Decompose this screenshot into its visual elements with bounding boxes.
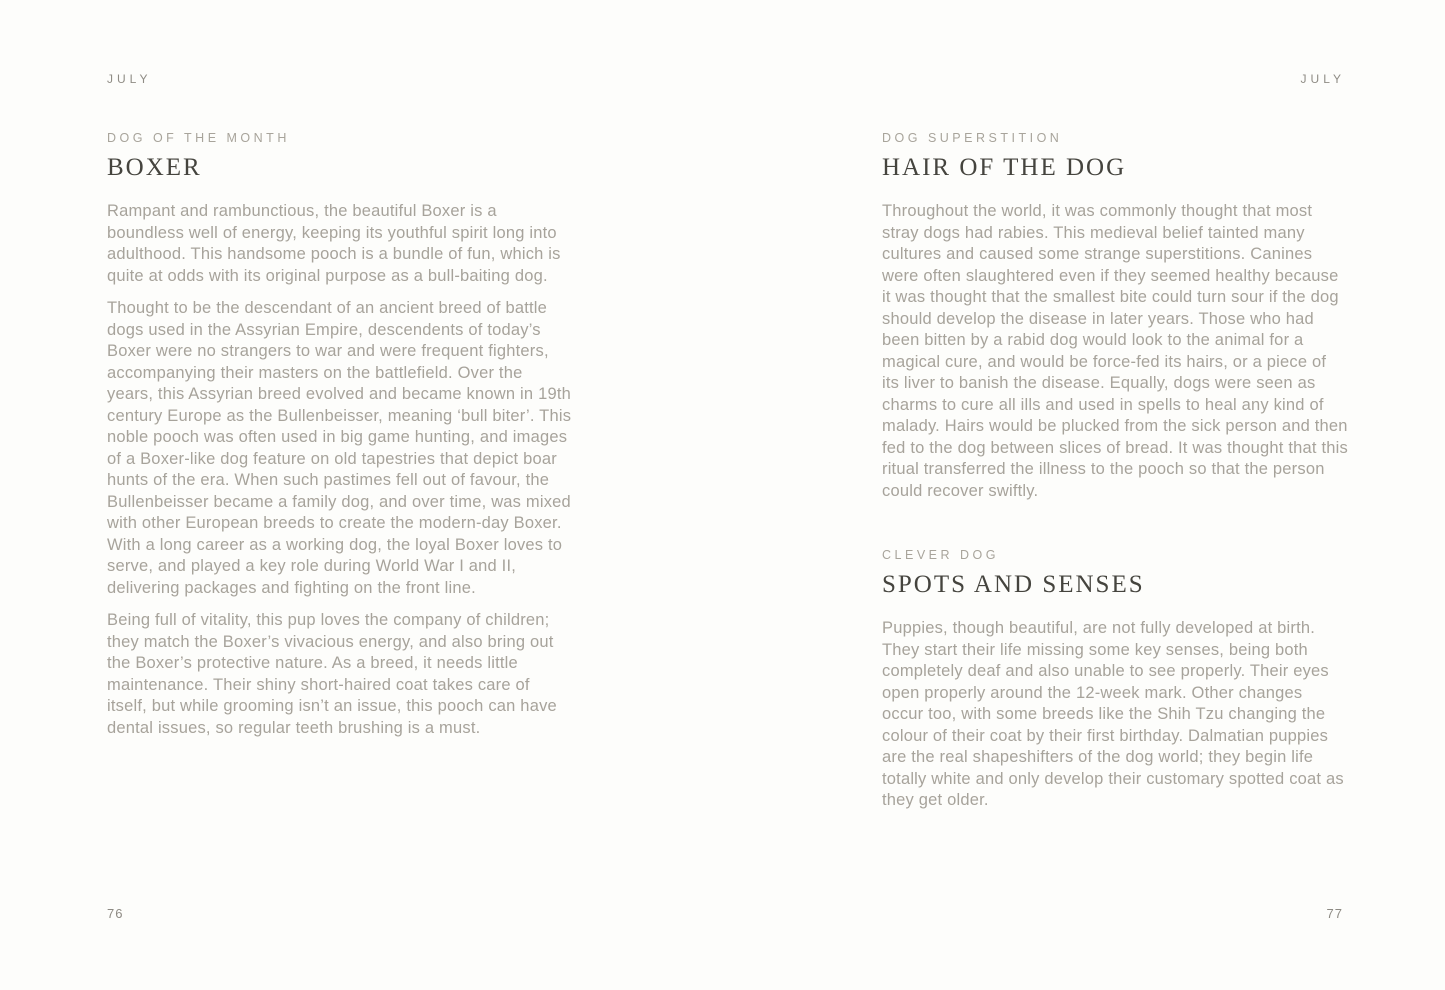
paragraph: Throughout the world, it was commonly thought that most stray dogs had rabies. This medieval belief tainted many cultures and caused some strange superstitions. Canines were often slaughtered even if they seemed healthy because it was thought that the smallest bite could turn sour if the dog should develop the disease in later years. Those who had been bitten by a rabid dog would look to the animal for a magical cure, and would be force-fed its hairs, or a piece of its liver to banish the disease. Equally, dogs were seen as charms to cure all ills and used in spells to heal any kind of malady. Hairs would be plucked from the sick person and then fed to the dog between slices of bread. It was thought that this ritual transferred the illness to the pooch so that the person could recover swiftly.: [882, 202, 1348, 500]
left-page-content: [107, 131, 573, 739]
section-dog-of-the-month: [107, 131, 573, 739]
page-number-right: 77: [1326, 906, 1343, 921]
section-title-boxer: BOXER: [107, 154, 202, 181]
section-eyebrow: CLEVER DOG: [882, 548, 999, 562]
running-head-left: JULY: [107, 72, 152, 86]
page-number-left: 76: [107, 906, 124, 921]
section-title-spots-and-senses: SPOTS AND SENSES: [882, 571, 1145, 598]
section-body: [882, 201, 1348, 502]
right-page-content: [882, 131, 1348, 812]
paragraph: Puppies, though beautiful, are not fully developed at birth. They start their life missing some key senses, being both completely deaf and also unable to see properly. Their eyes open properly around the 12-week mark. Other changes occur too, with some breeds like the Shih Tzu changing the colour of their coat by their first birthday. Dalmatian puppies are the real shapeshifters of the dog world; they begin life totally white and only develop their customary spotted coat as they get older.: [882, 619, 1344, 809]
paragraph: Rampant and rambunctious, the beautiful Boxer is a boundless well of energy, keeping its youthful spirit long into adulthood. This handsome pooch is a bundle of fun, which is quite at odds with its original purpose as a bull-baiting dog.: [107, 202, 561, 285]
paragraph: Being full of vitality, this pup loves the company of children; they match the Boxer’s vivacious energy, and also bring out the Boxer’s protective nature. As a breed, it needs little maintenance. Their shiny short-haired coat takes care of itself, but while grooming isn’t an issue, this pooch can have dental issues, so regular teeth brushing is a must.: [107, 611, 557, 737]
section-eyebrow: DOG SUPERSTITION: [882, 131, 1063, 145]
section-body: [107, 201, 573, 739]
section-title-hair-of-the-dog: HAIR OF THE DOG: [882, 154, 1127, 181]
left-page: [0, 0, 722, 990]
section-dog-superstition: [882, 131, 1348, 502]
right-page: [723, 0, 1445, 990]
running-head-right: JULY: [1300, 72, 1345, 86]
section-clever-dog: [882, 548, 1348, 812]
section-eyebrow: DOG OF THE MONTH: [107, 131, 290, 145]
paragraph: Thought to be the descendant of an ancient breed of battle dogs used in the Assyrian Empire, descendents of today’s Boxer were no strangers to war and were frequent fighters, accompanying their masters on the battlefield. Over the years, this Assyrian breed evolved and became known in 19th century Europe as the Bullenbeisser, meaning ‘bull biter’. This noble pooch was often used in big game hunting, and images of a Boxer-like dog feature on old tapestries that depict boar hunts of the era. When such pastimes fell out of favour, the Bullenbeisser became a family dog, and over time, was mixed with other European breeds to create the modern-day Boxer. With a long career as a working dog, the loyal Boxer loves to serve, and played a key role during World War I and II, delivering packages and fighting on the front line.: [107, 299, 572, 597]
section-body: [882, 618, 1348, 812]
